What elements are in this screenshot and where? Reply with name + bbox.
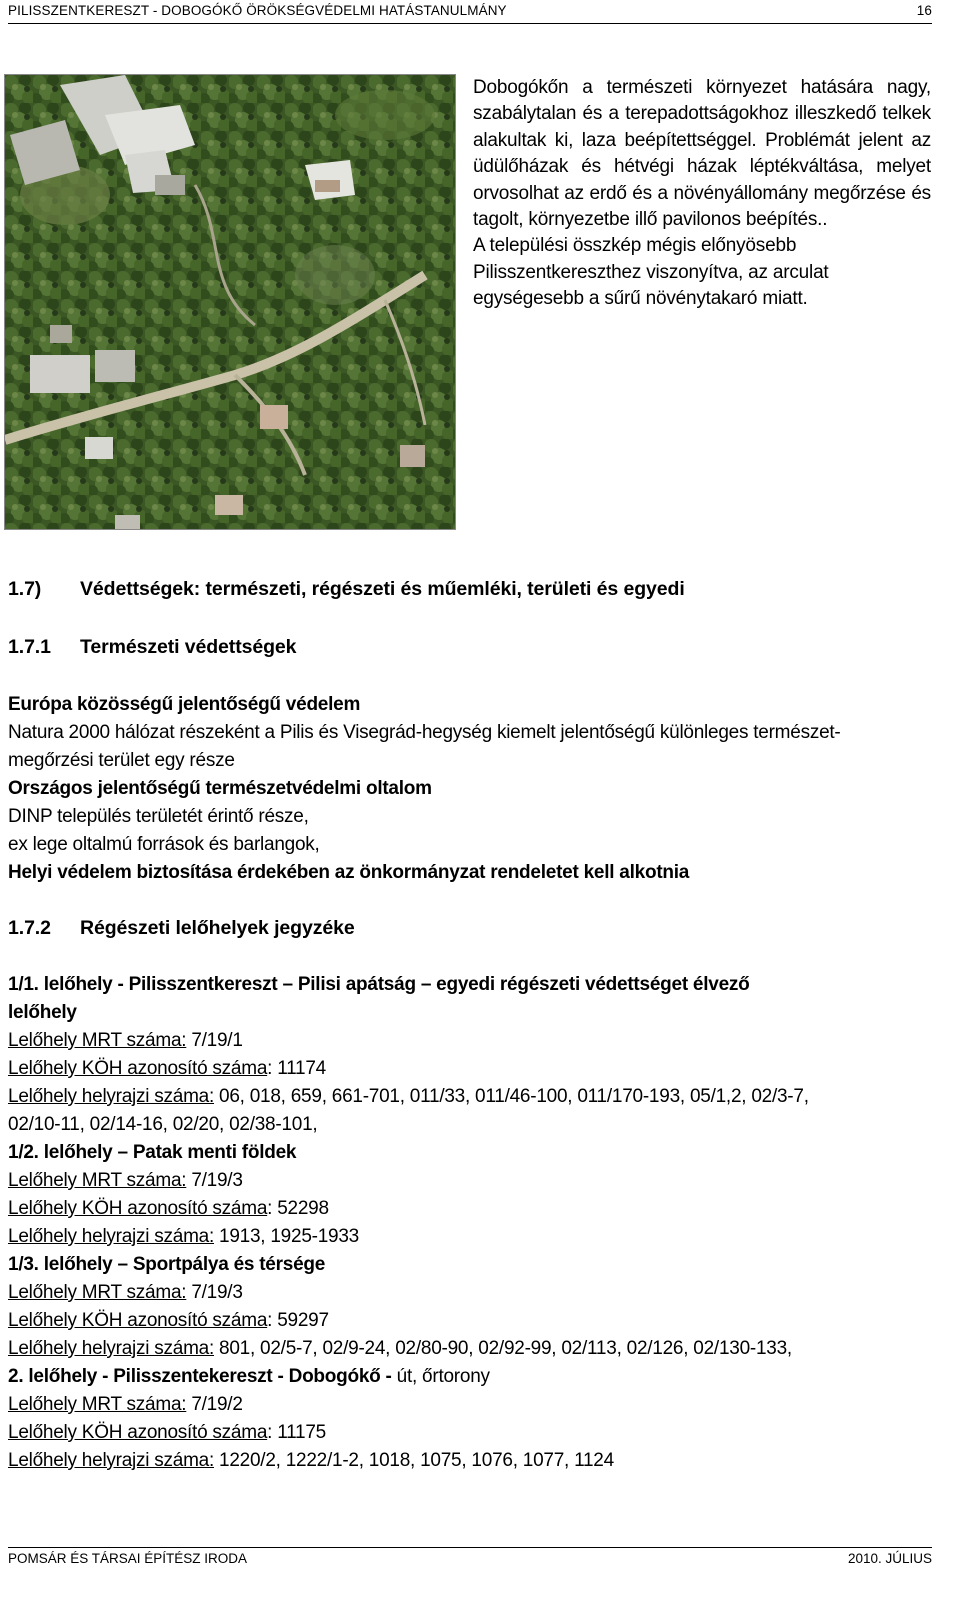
intro-paragraph-1: Dobogókőn a természeti környezet hatására nagy, szabálytalan és a terepadottságokhoz illeszkedő telkek alakultak ki, laza beépítettséggel. Problémát jelent az üdülőházak és hétvégi házak léptékváltása, melyet orvosolhat az erdő és a növényállomány megőrzése és tagolt, környezetbe illő pavilonos beépítés.. (473, 77, 931, 231)
nature-protection-block (8, 691, 932, 887)
eu-protection-text-1: Natura 2000 hálózat részeként a Pilis és Visegrád-hegység kiemelt jelentőségű különleges természet- (8, 722, 841, 743)
document-title: PILISSZENTKERESZT - DOBOGÓKŐ ÖRÖKSÉGVÉDELMI HATÁSTANULMÁNY (8, 3, 507, 18)
site-1-3-koh: Lelőhely KÖH azonosító száma: 59297 (8, 1310, 329, 1331)
site-1-1-mrt: Lelőhely MRT száma: 7/19/1 (8, 1030, 243, 1051)
site-2-koh: Lelőhely KÖH azonosító száma: 11175 (8, 1422, 326, 1443)
site-1-2-title: 1/2. lelőhely – Patak menti földek (8, 1142, 297, 1163)
section-heading-1-7-2 (8, 917, 355, 940)
site-1-1-hrsz-cont: 02/10-11, 02/14-16, 02/20, 02/38-101, (8, 1114, 318, 1135)
site-1-2-hrsz: Lelőhely helyrajzi száma: 1913, 1925-1933 (8, 1226, 359, 1247)
site-1-2-mrt: Lelőhely MRT száma: 7/19/3 (8, 1170, 243, 1191)
site-2-title: 2. lelőhely - Pilisszentekereszt - Dobogókő - út, őrtorony (8, 1366, 490, 1387)
site-1-2-koh: Lelőhely KÖH azonosító száma: 52298 (8, 1198, 329, 1219)
intro-paragraph-2: A települési összkép mégis előnyösebb Pilisszentkereszthez viszonyítva, az arculat egységesebb a sűrű növénytakaró miatt. (473, 235, 829, 310)
footer-date: 2010. JÚLIUS (847, 1551, 932, 1566)
site-1-3-mrt: Lelőhely MRT száma: 7/19/3 (8, 1282, 243, 1303)
intro-text (473, 75, 931, 313)
site-2-mrt: Lelőhely MRT száma: 7/19/2 (8, 1394, 243, 1415)
site-1-1-title: 1/1. lelőhely - Pilisszentkereszt – Pilisi apátság – egyedi régészeti védettséget élvező (8, 974, 750, 995)
site-1-1-koh: Lelőhely KÖH azonosító száma: 11174 (8, 1058, 326, 1079)
national-protection-title: Országos jelentőségű természetvédelmi oltalom (8, 778, 432, 799)
footer-divider (8, 1547, 932, 1548)
eu-protection-title: Európa közösségű jelentőségű védelem (8, 694, 361, 715)
page-number: 16 (916, 3, 932, 18)
archaeological-sites-block (8, 971, 932, 1475)
site-1-1-hrsz: Lelőhely helyrajzi száma: 06, 018, 659, 661-701, 011/33, 011/46-100, 011/170-193, 05/1,2, 02/3-7, (8, 1086, 809, 1107)
section-title: Védettségek: természeti, régészeti és műemléki, területi és egyedi (80, 578, 685, 600)
national-protection-text-2: ex lege oltalmú források és barlangok, (8, 834, 320, 855)
section-number: 1.7.1 (8, 636, 51, 658)
aerial-photo-graphic (5, 75, 455, 529)
local-protection-title: Helyi védelem biztosítása érdekében az önkormányzat rendeletet kell alkotnia (8, 862, 690, 883)
site-2-hrsz: Lelőhely helyrajzi száma: 1220/2, 1222/1-2, 1018, 1075, 1076, 1077, 1124 (8, 1450, 614, 1471)
aerial-photo (4, 74, 456, 530)
site-1-3-title: 1/3. lelőhely – Sportpálya és térsége (8, 1254, 326, 1275)
page-header (8, 3, 932, 24)
eu-protection-text-2: megőrzési terület egy része (8, 750, 235, 771)
section-heading-1-7-1 (8, 636, 296, 659)
section-heading-1-7 (8, 578, 685, 601)
national-protection-text-1: DINP település területét érintő része, (8, 806, 309, 827)
site-1-3-hrsz: Lelőhely helyrajzi száma: 801, 02/5-7, 02/9-24, 02/80-90, 02/92-99, 02/113, 02/126, 02/130-133, (8, 1338, 792, 1359)
footer-office: POMSÁR ÉS TÁRSAI ÉPÍTÉSZ IRODA (8, 1551, 248, 1566)
section-number: 1.7.2 (8, 917, 51, 939)
site-1-1-title-cont: lelőhely (8, 1002, 77, 1023)
section-title: Természeti védettségek (80, 636, 297, 658)
section-number: 1.7) (8, 578, 42, 600)
section-title: Régészeti lelőhelyek jegyzéke (80, 917, 355, 939)
